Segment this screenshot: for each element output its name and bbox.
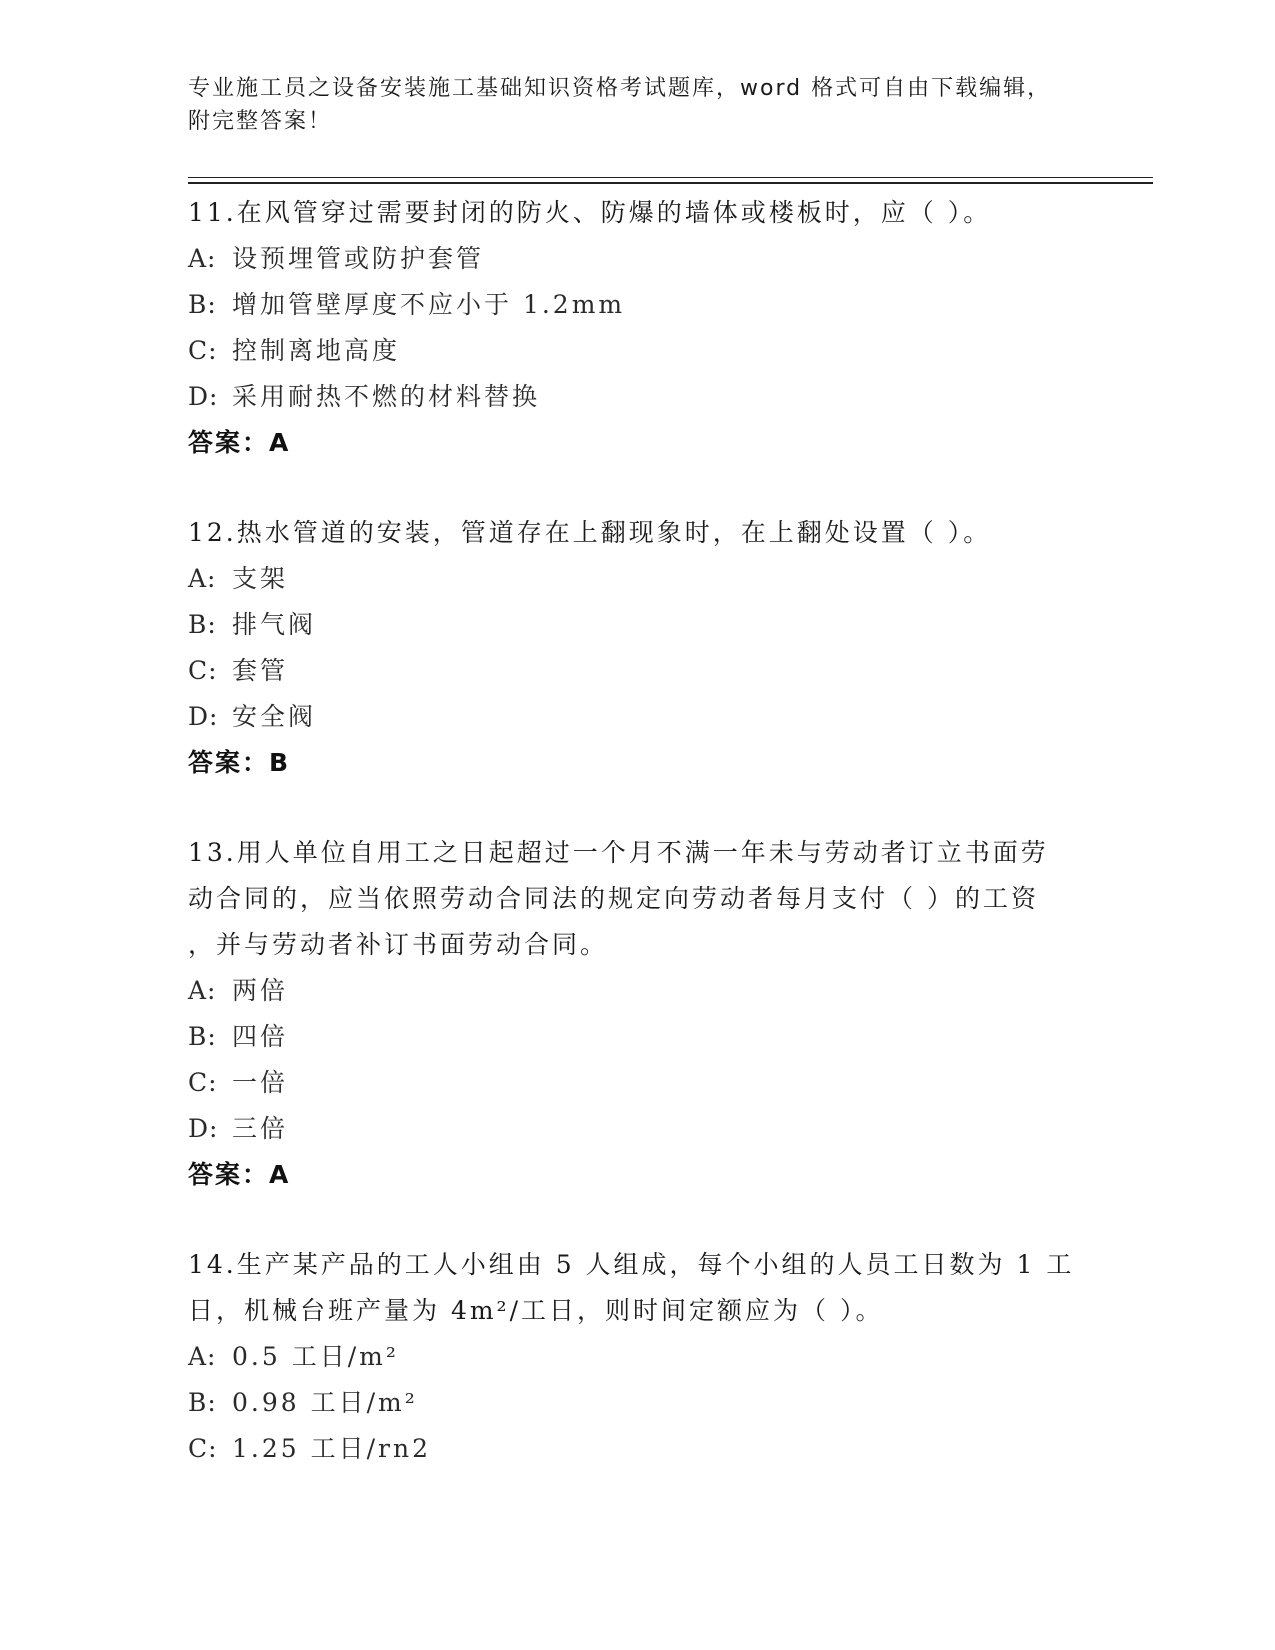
answer-label: 答案：B — [188, 748, 291, 777]
header-title-line-1: 专业施工员之设备安装施工基础知识资格考试题库，word 格式可自由下载编辑， — [188, 76, 1052, 101]
question-text-line: 12.热水管道的安装，管道存在上翻现象时，在上翻处设置（ ）。 — [188, 518, 992, 547]
option-text: 四倍 — [232, 1022, 289, 1051]
question-item — [188, 190, 1088, 466]
question-text-line: 11.在风管穿过需要封闭的防火、防爆的墙体或楼板时，应（ ）。 — [188, 198, 992, 227]
option-text: 套管 — [232, 656, 289, 685]
answer-option — [188, 328, 1088, 374]
answer-option — [188, 694, 1088, 740]
option-key: A: — [188, 1342, 217, 1371]
option-key: D: — [188, 382, 219, 411]
question-item — [188, 1242, 1088, 1472]
answer-option — [188, 1426, 1088, 1472]
option-key: C: — [188, 336, 218, 365]
answer-option — [188, 1106, 1088, 1152]
option-key: D: — [188, 1114, 219, 1143]
option-text: 控制离地高度 — [232, 336, 401, 365]
header-divider-thick — [188, 182, 1153, 184]
header-title-line-2: 附完整答案！ — [188, 109, 333, 134]
option-key: B: — [188, 290, 217, 319]
option-text: 一倍 — [232, 1068, 289, 1097]
option-text: 排气阀 — [232, 610, 317, 639]
option-key: C: — [188, 656, 218, 685]
question-text-line: ，并与劳动者补订书面劳动合同。 — [188, 930, 609, 959]
document-header — [188, 72, 1088, 138]
header-divider-thin — [188, 177, 1153, 178]
answer-option — [188, 968, 1088, 1014]
option-key: A: — [188, 244, 217, 273]
option-text: 支架 — [232, 564, 289, 593]
question-item — [188, 510, 1088, 786]
answer-option — [188, 282, 1088, 328]
option-text: 增加管壁厚度不应小于 1.2mm — [232, 290, 626, 319]
option-key: A: — [188, 564, 217, 593]
option-text: 设预埋管或防护套管 — [232, 244, 485, 273]
option-text: 0.98 工日/m² — [232, 1388, 418, 1417]
answer-option — [188, 1380, 1088, 1426]
answer-label: 答案：A — [188, 428, 291, 457]
answer-option — [188, 374, 1088, 420]
option-key: B: — [188, 610, 217, 639]
answer-option — [188, 602, 1088, 648]
option-text: 两倍 — [232, 976, 289, 1005]
option-text: 1.25 工日/rn2 — [232, 1434, 431, 1463]
question-list — [188, 190, 1088, 1516]
option-key: B: — [188, 1022, 217, 1051]
question-text-line: 动合同的，应当依照劳动合同法的规定向劳动者每月支付（ ）的工资 — [188, 884, 1039, 913]
answer-option — [188, 236, 1088, 282]
option-text: 0.5 工日/m² — [232, 1342, 399, 1371]
option-text: 采用耐热不燃的材料替换 — [232, 382, 541, 411]
question-text-line: 日，机械台班产量为 4m²/工日，则时间定额应为（ ）。 — [188, 1296, 884, 1325]
option-key: A: — [188, 976, 217, 1005]
option-key: D: — [188, 702, 219, 731]
question-item — [188, 830, 1088, 1198]
option-text: 安全阀 — [232, 702, 317, 731]
question-text-line: 13.用人单位自用工之日起超过一个月不满一年未与劳动者订立书面劳 — [188, 838, 1049, 867]
question-text-line: 14.生产某产品的工人小组由 5 人组成，每个小组的人员工日数为 1 工 — [188, 1250, 1075, 1279]
option-key: C: — [188, 1434, 218, 1463]
answer-label: 答案：A — [188, 1160, 291, 1189]
answer-option — [188, 1014, 1088, 1060]
answer-option — [188, 1334, 1088, 1380]
option-text: 三倍 — [232, 1114, 289, 1143]
option-key: B: — [188, 1388, 217, 1417]
option-key: C: — [188, 1068, 218, 1097]
answer-option — [188, 1060, 1088, 1106]
answer-option — [188, 556, 1088, 602]
answer-option — [188, 648, 1088, 694]
